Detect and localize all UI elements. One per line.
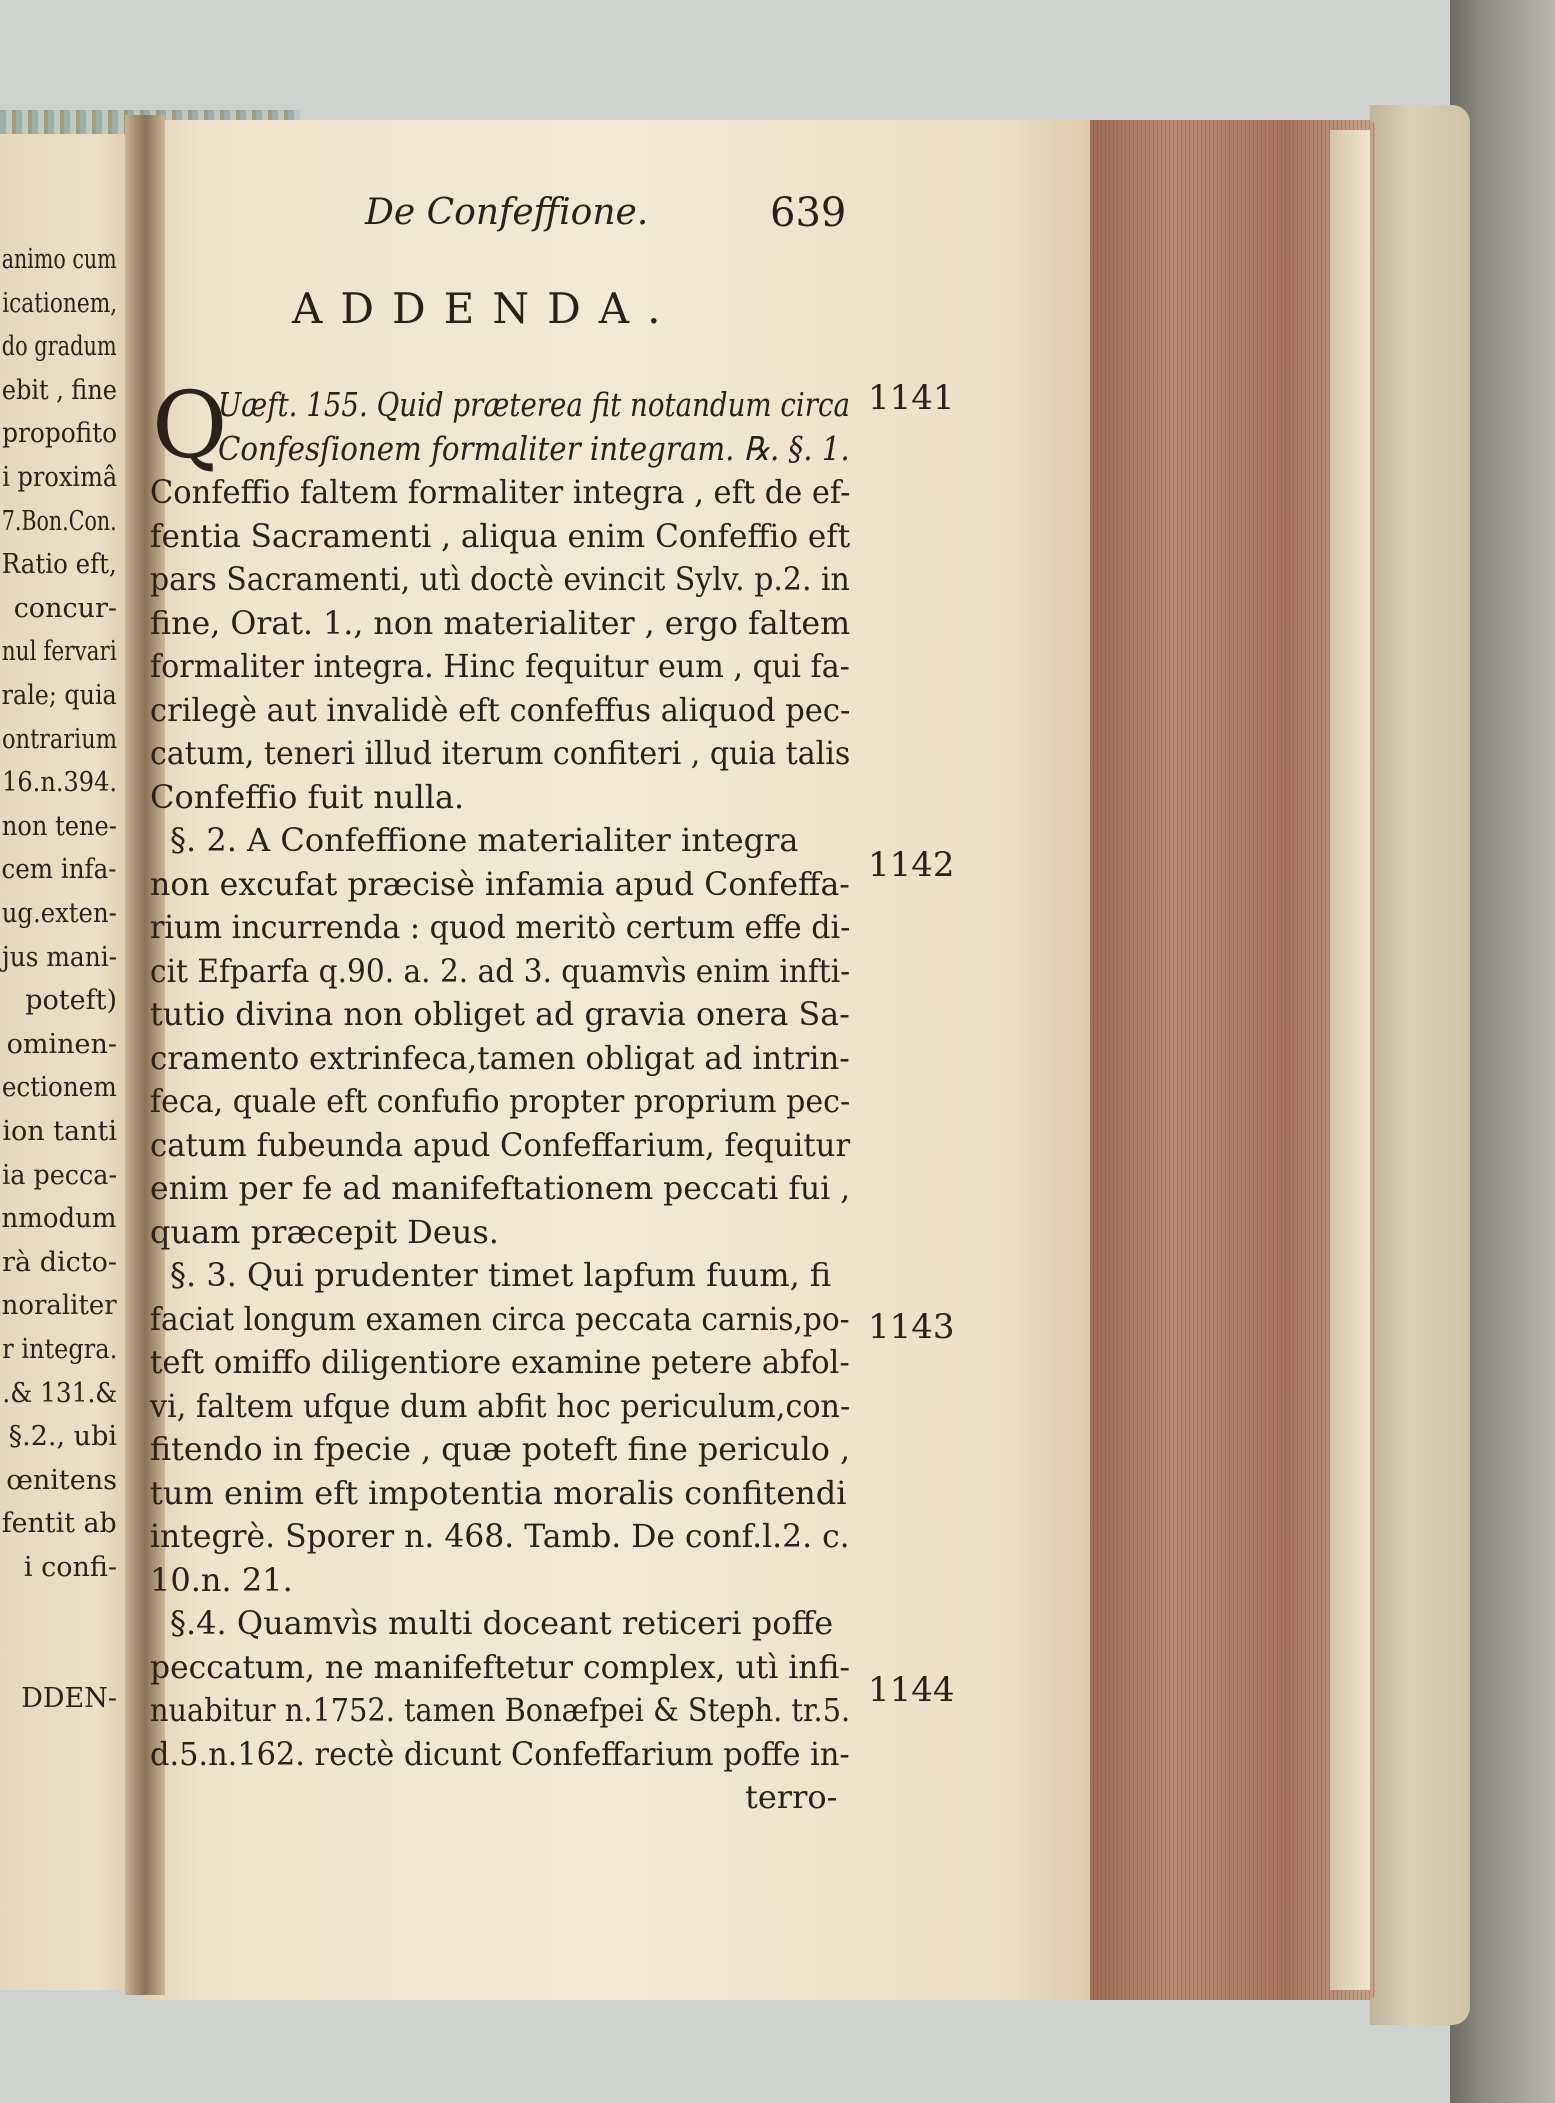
page-number: 639	[770, 190, 847, 236]
text-line: Confeffio fuit nulla.	[150, 777, 465, 816]
text-line: §. 3. Qui prudenter timet lapfum fuum, fi	[170, 1256, 832, 1294]
book-cover-edge	[1370, 105, 1470, 2025]
left-page-line: concur-	[13, 592, 117, 624]
text-line: d.5.n.162. rectè dicunt Confeffarium poffe in-	[150, 1734, 850, 1773]
left-page-line: DDEN-	[21, 1682, 117, 1714]
left-page-line: ectionem	[2, 1072, 117, 1104]
left-page-line: propofito	[2, 418, 117, 450]
left-page-line: 16.n.394.	[2, 767, 117, 799]
left-page-line: animo cum	[2, 244, 117, 275]
margin-number: 1141	[868, 378, 955, 418]
text-line: terro-	[745, 1778, 838, 1816]
text-line: enim per fe ad manifeftationem peccati fui ,	[150, 1169, 851, 1207]
text-line: faciat longum examen circa peccata carnis,po-	[150, 1299, 850, 1338]
text-line: vi, faltem ufque dum abfit hoc periculum,con-	[150, 1386, 851, 1425]
left-page-line: §.2., ubi	[8, 1421, 117, 1453]
left-page-line: nmodum	[2, 1203, 117, 1235]
text-line: formaliter integra. Hinc fequitur eum , qui fa-	[150, 647, 850, 685]
left-page-line: icationem,	[2, 287, 117, 319]
left-page-line: rà dicto-	[2, 1246, 117, 1278]
text-line: §.4. Quamvìs multi doceant reticeri poffe	[170, 1604, 834, 1642]
left-page-line: do gradum	[2, 331, 117, 363]
text-line: crilegè aut invalidè eft confeffus aliquod pec-	[150, 690, 851, 729]
left-page-line: ontrarium	[2, 723, 117, 755]
left-page-line: cem infa-	[1, 854, 117, 886]
text-line: tum enim eft impotentia moralis confitendi	[150, 1473, 847, 1512]
section-heading: ADDENDA.	[292, 284, 679, 333]
text-line: 10.n. 21.	[150, 1560, 293, 1599]
text-line: feca, quale eft confufio propter proprium pec-	[150, 1082, 851, 1120]
text-line: rium incurrenda : quod meritò certum effe di-	[150, 908, 851, 946]
text-line: catum, teneri illud iterum confiteri , quia talis	[150, 734, 851, 772]
text-line: Confesſionem formaliter integram. ℞. §. 1.	[218, 428, 850, 468]
running-header: De Confeffione.	[365, 192, 649, 233]
margin-number: 1143	[868, 1307, 955, 1347]
left-page-line: non tene-	[1, 810, 117, 842]
left-page-line: jus mani-	[1, 941, 117, 973]
left-page-line: rale; quia	[1, 680, 117, 711]
text-line: fine, Orat. 1., non materialiter , ergo faltem	[150, 603, 851, 642]
left-page-line: r integra.	[1, 1334, 117, 1365]
left-page-line: ia pecca-	[2, 1159, 117, 1191]
text-line: cramento extrinfeca,tamen obligat ad intrin-	[150, 1038, 850, 1077]
left-page-line: œnitens	[6, 1464, 117, 1496]
text-line: fitendo in fpecie , quæ poteft fine periculo ,	[150, 1430, 851, 1468]
text-line: cit Efparfa q.90. a. 2. ad 3. quamvìs enim infti-	[150, 951, 851, 990]
text-line: non excufat præcisè infamia apud Confeffa-	[150, 864, 850, 903]
text-line: pars Sacramenti, utì doctè evincit Sylv. p.2. in	[150, 560, 850, 598]
margin-number: 1144	[868, 1670, 955, 1710]
text-line: quam præcepit Deus.	[150, 1212, 499, 1251]
text-line: nuabitur n.1752. tamen Bonæfpei & Steph. tr.5.	[150, 1691, 851, 1729]
text-line: teft omiffo diligentiore examine petere abfol-	[150, 1343, 850, 1381]
text-line: fentia Sacramenti , aliqua enim Confeffio eft	[150, 516, 851, 555]
page-block-highlight	[1330, 130, 1370, 1990]
left-page-line: .& 131.&	[2, 1377, 117, 1409]
drop-capital: Q	[152, 372, 228, 479]
left-page-line: ion tanti	[2, 1116, 117, 1147]
left-page-line: fentit ab	[2, 1508, 117, 1540]
left-page-line: ebit , fine	[2, 374, 117, 406]
left-page-line: noraliter	[2, 1290, 117, 1322]
left-page-line: ominen-	[6, 1028, 117, 1060]
left-page-line: ug.exten-	[1, 898, 117, 929]
text-line: integrè. Sporer n. 468. Tamb. De conf.l.2. c.	[150, 1517, 850, 1555]
text-line: Confeffio faltem formaliter integra , eft de ef-	[150, 473, 851, 511]
margin-number: 1142	[868, 845, 955, 885]
left-page-line: i confi-	[23, 1552, 117, 1583]
left-page-line: 7.Bon.Con.	[2, 505, 117, 537]
left-page-line: Ratio eft,	[2, 549, 117, 581]
text-line: Uæft. 155. Quid præterea fit notandum circa	[218, 385, 850, 424]
left-page-line: i proximâ	[1, 462, 117, 493]
text-line: peccatum, ne manifeftetur complex, utì infi-	[150, 1647, 851, 1686]
text-line: §. 2. A Confeffione materialiter integra	[170, 821, 799, 859]
left-page-line: nul fervari	[1, 636, 117, 668]
text-line: tutio divina non obliget ad gravia onera Sa-	[150, 995, 850, 1033]
text-line: catum fubeunda apud Confeffarium, fequitur	[150, 1125, 851, 1164]
left-page-line: poteft)	[25, 985, 117, 1017]
